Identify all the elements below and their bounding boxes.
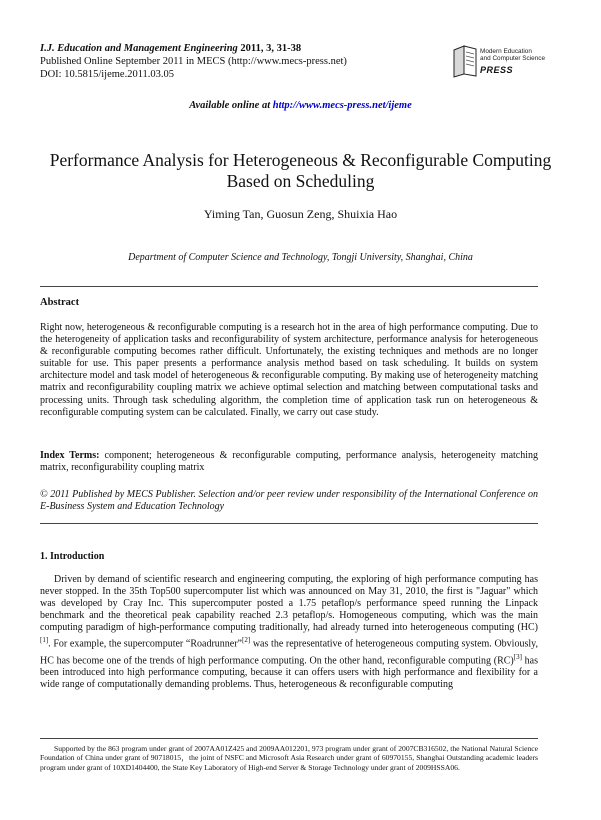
authors: Yiming Tan, Guosun Zeng, Shuixia Hao xyxy=(203,207,398,221)
intro-paragraph xyxy=(40,574,538,692)
logo-line-1: Modern Education xyxy=(480,48,532,55)
intro-text-2: . For example, the supercomputer “Roadrunner” xyxy=(48,638,242,650)
abstract-text: Right now, heterogeneous & reconfigurable computing is a research hot in the area of high performance computing. Due to the heterogeneity of application tasks and reconfigurability of system architecture, performance analysis for heterogeneous & reconfigurable computing becomes rather difficult. Unfortunately, the existing techniques and methods are no longer suitable for use. This paper presents a performance analysis method based on task scheduling. It builds on system architecture model and task model of heterogeneous & reconfigurable computing. By making use of heterogeneity matching matrix and reconfigurability coupling matrix we achieve optimal selection and matching between computational tasks and processing units. Through task scheduling algorithm, the completion time of application task run on heterogeneous & reconfigurable computing system can be calculated. Finally, we carry out case study. xyxy=(40,322,538,418)
publisher-logo xyxy=(452,40,562,90)
citation-3: [3] xyxy=(513,652,522,661)
doi-line: DOI: 10.5815/ijeme.2011.03.05 xyxy=(40,69,175,80)
book-icon xyxy=(452,44,478,78)
paper-title: Performance Analysis for Heterogeneous & Reconfigurable Computing Based on Scheduling xyxy=(49,150,552,191)
intro-heading: 1. Introduction xyxy=(40,551,105,562)
divider-bottom xyxy=(40,523,538,524)
affiliation: Department of Computer Science and Technology, Tongji University, Shanghai, China xyxy=(128,252,473,263)
intro-text-4: has been introduced into high performance computing, because it can offers users with high performance and flexibility for a wide range of computationally demanding problems. Thus, heterogeneous & reconfigurable computing xyxy=(40,655,538,691)
journal-line xyxy=(40,43,301,56)
copyright-notice: © 2011 Published by MECS Publisher. Selection and/or peer review under responsibility of the International Conference on E-Business System and Education Technology xyxy=(40,489,538,513)
logo-press: PRESS xyxy=(480,65,514,75)
index-terms-label: Index Terms: xyxy=(40,450,100,461)
citation-1: [1] xyxy=(40,636,49,645)
available-online xyxy=(0,100,601,111)
journal-url-link[interactable]: http://www.mecs-press.net/ijeme xyxy=(272,100,412,111)
divider-top xyxy=(40,286,538,287)
index-terms-text: component; heterogeneous & reconfigurable computing, performance analysis, heterogeneity matching matrix, reconfigurability coupling matrix xyxy=(40,450,539,474)
abstract-heading: Abstract xyxy=(40,297,80,308)
index-terms xyxy=(40,450,538,474)
available-prefix: Available online at xyxy=(189,100,271,111)
published-line: Published Online September 2011 in MECS (http://www.mecs-press.net) xyxy=(40,56,347,67)
footnote: Supported by the 863 program under grant of 2007AA01Z425 and 2009AA012201, 973 program under grant of 2007CB316502, the National Natural Science Foundation of China under grant of 90718015，the joint of NSFC and Microsoft Asia Research under grant of 60970155, Shanghai Outstanding academic leaders program under grant of 10XD1404400, the State Key Laboratory of High-end Server & Storage Technology under grant of 2009HSSA06. xyxy=(40,744,538,772)
logo-line-2: and Computer Science xyxy=(480,55,546,62)
intro-text-1: Driven by demand of scientific research and engineering computing, the exploring of high performance computing has never stopped. In the 35th Top500 supercomputer list which was announced on May 31, 2010, the first is "Jaguar" which was developed by Cray Inc. This supercomputer posted a 1.75 petaflop/s performance speed running the Linpack benchmark and the theoretical peak capability reached 2.3 petaflop/s. Homogeneous computing, which was the main computing paradigm of high-performance computing traditionally, had already turned into heterogeneous computing (HC) xyxy=(40,574,538,634)
footnote-divider xyxy=(40,738,538,739)
citation-2: [2] xyxy=(241,636,251,645)
intro-text-3: was the representative of heterogeneous computing system. Obviously, HC has become one of the trends of high performance computing. On the other hand, reconfigurable computing (RC) xyxy=(40,638,538,667)
journal-volume: 2011, 3, 31-38 xyxy=(240,43,302,54)
journal-name: I.J. Education and Management Engineering xyxy=(40,43,238,54)
